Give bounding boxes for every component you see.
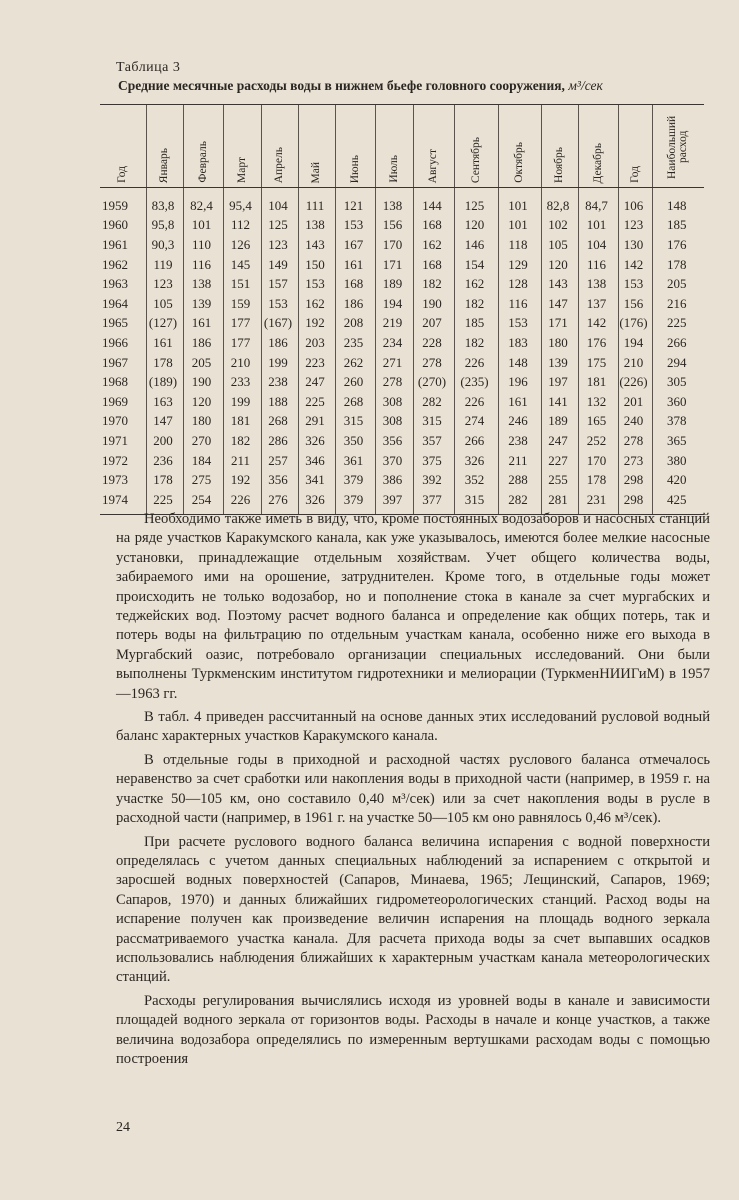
page-number: 24 <box>116 1120 130 1135</box>
year-cell: 1969 <box>102 393 128 409</box>
paragraph: В табл. 4 приведен рассчитанный на основе данных этих исследований русловой водный баланс характерных участков Каракумского канала. <box>116 709 710 745</box>
year-cell: 1964 <box>102 295 128 311</box>
table-body <box>100 188 704 515</box>
value-cell: 143 <box>298 235 335 255</box>
value-cell: 139 <box>541 353 578 373</box>
value-cell: 162 <box>454 274 498 294</box>
paragraph: В отдельные годы в приходной и расходной частях руслового баланса отмечалось неравенство за счет сработки или накопления воды в приходной части (например, в 1959 г. на участке 50—105 км, оно составило 0,40 м³/сек) или за счет накопления воды в русле в расходной части (например, в 1961 г. на участке 50—105 км оно равнялось 0,46 м³/сек). <box>116 751 710 827</box>
column-header <box>100 105 146 188</box>
year-cell: 1966 <box>102 334 128 350</box>
value-cell: 153 <box>498 314 541 334</box>
value-cell: 105 <box>541 235 578 255</box>
value-cell: 170 <box>578 451 618 471</box>
value-cell: 116 <box>498 294 541 314</box>
column-header-label: Май <box>310 161 322 183</box>
value-cell: 341 <box>298 470 335 490</box>
value-cell: 177 <box>223 314 261 334</box>
value-cell: 420 <box>652 470 704 490</box>
value-cell: 350 <box>335 431 375 451</box>
year-cell: 1959 <box>102 197 128 213</box>
value-cell: 357 <box>413 431 454 451</box>
value-cell: 205 <box>652 274 704 294</box>
value-cell: 151 <box>223 274 261 294</box>
value-cell: 101 <box>183 216 223 236</box>
column-header-label: Октябрь <box>513 142 525 183</box>
value-cell: 104 <box>578 235 618 255</box>
value-cell: (270) <box>413 372 454 392</box>
value-cell: 315 <box>454 490 498 514</box>
value-cell: 234 <box>375 333 413 353</box>
value-cell: 167 <box>335 235 375 255</box>
column-header <box>652 105 704 188</box>
column-header <box>298 105 335 188</box>
value-cell: 138 <box>578 274 618 294</box>
value-cell: 184 <box>183 451 223 471</box>
value-cell: 223 <box>298 353 335 373</box>
column-header-label: Август <box>427 148 439 183</box>
value-cell: 168 <box>413 255 454 275</box>
value-cell: 186 <box>261 333 298 353</box>
value-cell: 315 <box>413 412 454 432</box>
value-cell: 161 <box>498 392 541 412</box>
value-cell: 123 <box>618 216 652 236</box>
value-cell: 162 <box>413 235 454 255</box>
value-cell: 200 <box>146 431 183 451</box>
value-cell: 178 <box>652 255 704 275</box>
column-header <box>375 105 413 188</box>
value-cell: 176 <box>652 235 704 255</box>
column-header-label: Наибольший расход <box>666 115 690 179</box>
value-cell: 238 <box>498 431 541 451</box>
value-cell: 201 <box>618 392 652 412</box>
value-cell: 291 <box>298 412 335 432</box>
table-header-row <box>100 105 704 188</box>
value-cell: 298 <box>618 470 652 490</box>
table-row <box>100 470 704 490</box>
value-cell: 356 <box>375 431 413 451</box>
year-cell: 1965 <box>102 315 128 331</box>
paragraph: При расчете руслового водного баланса величина испарения с водной поверхности определялась с учетом данных специальных наблюдений за испарением с открытой и заросшей водных поверхностей (Сапаров, Минаева, 1965; Лещинский, Сапаров, 1969; Сапаров, 1970) и данных ближайших гидрометеорологических станций. Расход воды на испарение получен как произведение величин испарения на площадь водного зеркала рассматриваемого участка канала. Для расчета прихода воды за счет выпавших осадков использовались наблюдения ближайших к характерным участкам канала метеорологических станций. <box>116 833 710 986</box>
value-cell: 120 <box>541 255 578 275</box>
value-cell: 116 <box>183 255 223 275</box>
value-cell: 125 <box>261 216 298 236</box>
value-cell: 148 <box>652 188 704 216</box>
value-cell: 159 <box>223 294 261 314</box>
value-cell: (235) <box>454 372 498 392</box>
value-cell: 203 <box>298 333 335 353</box>
value-cell: 95,4 <box>223 188 261 216</box>
value-cell: 360 <box>652 392 704 412</box>
value-cell: 119 <box>146 255 183 275</box>
value-cell: 143 <box>541 274 578 294</box>
value-cell: 161 <box>335 255 375 275</box>
value-cell: 192 <box>298 314 335 334</box>
value-cell: 156 <box>375 216 413 236</box>
value-cell: 161 <box>183 314 223 334</box>
value-cell: 104 <box>261 188 298 216</box>
value-cell: (176) <box>618 314 652 334</box>
value-cell: 270 <box>183 431 223 451</box>
value-cell: 138 <box>298 216 335 236</box>
value-cell: 163 <box>146 392 183 412</box>
column-header <box>578 105 618 188</box>
value-cell: 190 <box>413 294 454 314</box>
value-cell: 226 <box>223 490 261 514</box>
value-cell: 225 <box>652 314 704 334</box>
value-cell: 375 <box>413 451 454 471</box>
value-cell: 236 <box>146 451 183 471</box>
value-cell: 225 <box>146 490 183 514</box>
column-header <box>335 105 375 188</box>
value-cell: 207 <box>413 314 454 334</box>
value-cell: 156 <box>618 294 652 314</box>
value-cell: 153 <box>298 274 335 294</box>
year-cell: 1972 <box>102 452 128 468</box>
value-cell: 326 <box>454 451 498 471</box>
column-header <box>498 105 541 188</box>
table-row <box>100 333 704 353</box>
value-cell: 365 <box>652 431 704 451</box>
value-cell: 120 <box>183 392 223 412</box>
value-cell: 254 <box>183 490 223 514</box>
value-cell: 84,7 <box>578 188 618 216</box>
value-cell: 177 <box>223 333 261 353</box>
value-cell: 274 <box>454 412 498 432</box>
value-cell: 247 <box>298 372 335 392</box>
value-cell: 268 <box>261 412 298 432</box>
value-cell: 240 <box>618 412 652 432</box>
value-cell: 176 <box>578 333 618 353</box>
column-header-label: Декабрь <box>591 142 604 183</box>
table-row <box>100 392 704 412</box>
value-cell: 182 <box>223 431 261 451</box>
column-header-label: Февраль <box>196 141 209 183</box>
value-cell: 101 <box>578 216 618 236</box>
value-cell: 189 <box>375 274 413 294</box>
column-header <box>413 105 454 188</box>
value-cell: 149 <box>261 255 298 275</box>
value-cell: 266 <box>652 333 704 353</box>
value-cell: 326 <box>298 431 335 451</box>
value-cell: 262 <box>335 353 375 373</box>
value-cell: 276 <box>261 490 298 514</box>
value-cell: 210 <box>223 353 261 373</box>
value-cell: 171 <box>541 314 578 334</box>
column-header-label: Сентябрь <box>469 136 482 183</box>
value-cell: 352 <box>454 470 498 490</box>
value-cell: 101 <box>498 216 541 236</box>
value-cell: 275 <box>183 470 223 490</box>
value-cell: 361 <box>335 451 375 471</box>
value-cell: 397 <box>375 490 413 514</box>
table-row <box>100 431 704 451</box>
value-cell: 192 <box>223 470 261 490</box>
value-cell: 165 <box>578 412 618 432</box>
value-cell: 106 <box>618 188 652 216</box>
value-cell: 370 <box>375 451 413 471</box>
year-cell: 1963 <box>102 276 128 292</box>
table-row <box>100 314 704 334</box>
value-cell: 196 <box>498 372 541 392</box>
table-row <box>100 216 704 236</box>
value-cell: 257 <box>261 451 298 471</box>
column-header-label: Июль <box>387 155 400 183</box>
value-cell: (167) <box>261 314 298 334</box>
year-cell: 1962 <box>102 256 128 272</box>
value-cell: 216 <box>652 294 704 314</box>
value-cell: 102 <box>541 216 578 236</box>
value-cell: 278 <box>618 431 652 451</box>
year-cell: 1960 <box>102 217 128 233</box>
value-cell: 190 <box>183 372 223 392</box>
value-cell: 183 <box>498 333 541 353</box>
value-cell: 116 <box>578 255 618 275</box>
value-cell: 139 <box>183 294 223 314</box>
value-cell: 142 <box>618 255 652 275</box>
value-cell: 168 <box>413 216 454 236</box>
value-cell: 356 <box>261 470 298 490</box>
value-cell: (226) <box>618 372 652 392</box>
paragraph: Необходимо также иметь в виду, что, кроме постоянных водозаборов и насосных станций на ряде участков Каракумского канала, как уже указывалось, имеются более мелкие насосные установки, принадлежащие отдельным хозяйствам. Учет общего количества воды, забираемого ими на орошение, затруднителен. Кроме того, в отдельные годы может происходить не только водозабор, но и пополнение стока в канале за счет мургабских и теджейских вод. Поэтому расчет водного баланса и определение как общих потерь, так и потерь воды на фильтрацию по отдельным участкам канала, особенно ниже его выхода в Мургабский оазис, потребовало организации специальных исследований. Они были выполнены Туркменским институтом гидротехники и мелиорации (ТуркменНИИГиМ) в 1957—1963 гг. <box>116 511 710 702</box>
value-cell: 392 <box>413 470 454 490</box>
value-cell: 346 <box>298 451 335 471</box>
value-cell: 111 <box>298 188 335 216</box>
table-caption: Таблица 3 <box>116 60 181 75</box>
table-row <box>100 372 704 392</box>
value-cell: 211 <box>223 451 261 471</box>
value-cell: 95,8 <box>146 216 183 236</box>
value-cell: 138 <box>183 274 223 294</box>
value-cell: 378 <box>652 412 704 432</box>
value-cell: 315 <box>335 412 375 432</box>
value-cell: 90,3 <box>146 235 183 255</box>
value-cell: 185 <box>454 314 498 334</box>
year-cell: 1971 <box>102 432 128 448</box>
value-cell: 273 <box>618 451 652 471</box>
year-cell: 1974 <box>100 490 146 514</box>
value-cell: 226 <box>454 392 498 412</box>
column-header-label: Год <box>628 166 641 183</box>
value-cell: 305 <box>652 372 704 392</box>
paragraph: Расходы регулирования вычислялись исходя из уровней воды в канале и зависимости площадей водного зеркала от горизонтов воды. Расходы в начале и конце участков, а также величина водозабора определялись по измеренным вертушками расходам воды с помощью построения <box>116 992 710 1067</box>
column-header <box>261 105 298 188</box>
value-cell: 188 <box>261 392 298 412</box>
table-row <box>100 294 704 314</box>
value-cell: 110 <box>183 235 223 255</box>
value-cell: 185 <box>652 216 704 236</box>
value-cell: 128 <box>498 274 541 294</box>
value-cell: 246 <box>498 412 541 432</box>
value-cell: 255 <box>541 470 578 490</box>
value-cell: 145 <box>223 255 261 275</box>
value-cell: 194 <box>375 294 413 314</box>
value-cell: 182 <box>454 294 498 314</box>
column-header <box>183 105 223 188</box>
value-cell: 182 <box>454 333 498 353</box>
table-row <box>100 255 704 275</box>
value-cell: 142 <box>578 314 618 334</box>
value-cell: 186 <box>183 333 223 353</box>
column-header-label: Год <box>116 166 129 183</box>
value-cell: 189 <box>541 412 578 432</box>
value-cell: 266 <box>454 431 498 451</box>
column-header <box>146 105 183 188</box>
value-cell: 219 <box>375 314 413 334</box>
value-cell: 210 <box>618 353 652 373</box>
table-row <box>100 274 704 294</box>
value-cell: 281 <box>541 490 578 514</box>
value-cell: 288 <box>498 470 541 490</box>
discharge-table <box>100 104 704 515</box>
value-cell: 205 <box>183 353 223 373</box>
value-cell: 194 <box>618 333 652 353</box>
value-cell: 181 <box>578 372 618 392</box>
value-cell: 233 <box>223 372 261 392</box>
year-cell: 1970 <box>102 413 128 429</box>
table-title <box>118 78 708 94</box>
value-cell: 147 <box>146 412 183 432</box>
value-cell: 308 <box>375 392 413 412</box>
value-cell: 82,4 <box>183 188 223 216</box>
year-cell: 1973 <box>102 472 128 488</box>
value-cell: 282 <box>413 392 454 412</box>
value-cell: 238 <box>261 372 298 392</box>
value-cell: 118 <box>498 235 541 255</box>
value-cell: 101 <box>498 188 541 216</box>
value-cell: 282 <box>498 490 541 514</box>
value-cell: 228 <box>413 333 454 353</box>
value-cell: 247 <box>541 431 578 451</box>
column-header-label: Июнь <box>348 154 361 183</box>
value-cell: 180 <box>541 333 578 353</box>
value-cell: 199 <box>261 353 298 373</box>
value-cell: 180 <box>183 412 223 432</box>
value-cell: 225 <box>298 392 335 412</box>
value-cell: 425 <box>652 490 704 514</box>
value-cell: 137 <box>578 294 618 314</box>
column-header-label: Ноябрь <box>553 147 565 183</box>
value-cell: 181 <box>223 412 261 432</box>
value-cell: 227 <box>541 451 578 471</box>
value-cell: 105 <box>146 294 183 314</box>
value-cell: 144 <box>413 188 454 216</box>
column-header <box>618 105 652 188</box>
value-cell: 178 <box>146 470 183 490</box>
value-cell: 197 <box>541 372 578 392</box>
column-header-label: Март <box>235 157 248 183</box>
value-cell: 278 <box>413 353 454 373</box>
value-cell: 286 <box>261 431 298 451</box>
value-cell: 121 <box>335 188 375 216</box>
value-cell: 231 <box>578 490 618 514</box>
value-cell: 308 <box>375 412 413 432</box>
value-cell: 379 <box>335 470 375 490</box>
value-cell: 147 <box>541 294 578 314</box>
value-cell: 154 <box>454 255 498 275</box>
value-cell: 123 <box>146 274 183 294</box>
value-cell: 153 <box>335 216 375 236</box>
value-cell: 148 <box>498 353 541 373</box>
value-cell: 252 <box>578 431 618 451</box>
table-title-text: Средние месячные расходы воды в нижнем бьефе головного сооружения, <box>118 78 565 93</box>
table-row <box>100 235 704 255</box>
value-cell: 153 <box>261 294 298 314</box>
value-cell: 199 <box>223 392 261 412</box>
year-cell: 1961 <box>102 236 128 252</box>
value-cell: 260 <box>335 372 375 392</box>
column-header <box>541 105 578 188</box>
value-cell: 235 <box>335 333 375 353</box>
year-cell: 1968 <box>102 374 128 390</box>
table-title-unit: м³/сек <box>568 78 603 93</box>
value-cell: 129 <box>498 255 541 275</box>
value-cell: 271 <box>375 353 413 373</box>
value-cell: 380 <box>652 451 704 471</box>
column-header <box>454 105 498 188</box>
value-cell: 326 <box>298 490 335 514</box>
value-cell: (189) <box>146 372 183 392</box>
value-cell: 294 <box>652 353 704 373</box>
value-cell: 138 <box>375 188 413 216</box>
value-cell: 82,8 <box>541 188 578 216</box>
value-cell: 162 <box>298 294 335 314</box>
value-cell: 112 <box>223 216 261 236</box>
value-cell: 379 <box>335 490 375 514</box>
value-cell: 175 <box>578 353 618 373</box>
body-text <box>116 510 710 1073</box>
value-cell: 170 <box>375 235 413 255</box>
value-cell: 208 <box>335 314 375 334</box>
value-cell: 278 <box>375 372 413 392</box>
value-cell: 150 <box>298 255 335 275</box>
value-cell: 171 <box>375 255 413 275</box>
table-row <box>100 412 704 432</box>
value-cell: 141 <box>541 392 578 412</box>
value-cell: 268 <box>335 392 375 412</box>
value-cell: (127) <box>146 314 183 334</box>
table-row <box>100 451 704 471</box>
value-cell: 146 <box>454 235 498 255</box>
column-header <box>223 105 261 188</box>
table-row <box>100 353 704 373</box>
value-cell: 178 <box>146 353 183 373</box>
column-header-label: Апрель <box>273 146 285 183</box>
value-cell: 161 <box>146 333 183 353</box>
value-cell: 178 <box>578 470 618 490</box>
value-cell: 226 <box>454 353 498 373</box>
table-row <box>100 188 704 216</box>
value-cell: 386 <box>375 470 413 490</box>
value-cell: 125 <box>454 188 498 216</box>
value-cell: 211 <box>498 451 541 471</box>
value-cell: 153 <box>618 274 652 294</box>
value-cell: 132 <box>578 392 618 412</box>
column-header-label: Январь <box>158 147 170 183</box>
value-cell: 186 <box>335 294 375 314</box>
value-cell: 182 <box>413 274 454 294</box>
value-cell: 130 <box>618 235 652 255</box>
value-cell: 168 <box>335 274 375 294</box>
value-cell: 120 <box>454 216 498 236</box>
value-cell: 298 <box>618 490 652 514</box>
value-cell: 157 <box>261 274 298 294</box>
value-cell: 377 <box>413 490 454 514</box>
value-cell: 83,8 <box>146 188 183 216</box>
value-cell: 126 <box>223 235 261 255</box>
year-cell: 1967 <box>102 354 128 370</box>
value-cell: 123 <box>261 235 298 255</box>
